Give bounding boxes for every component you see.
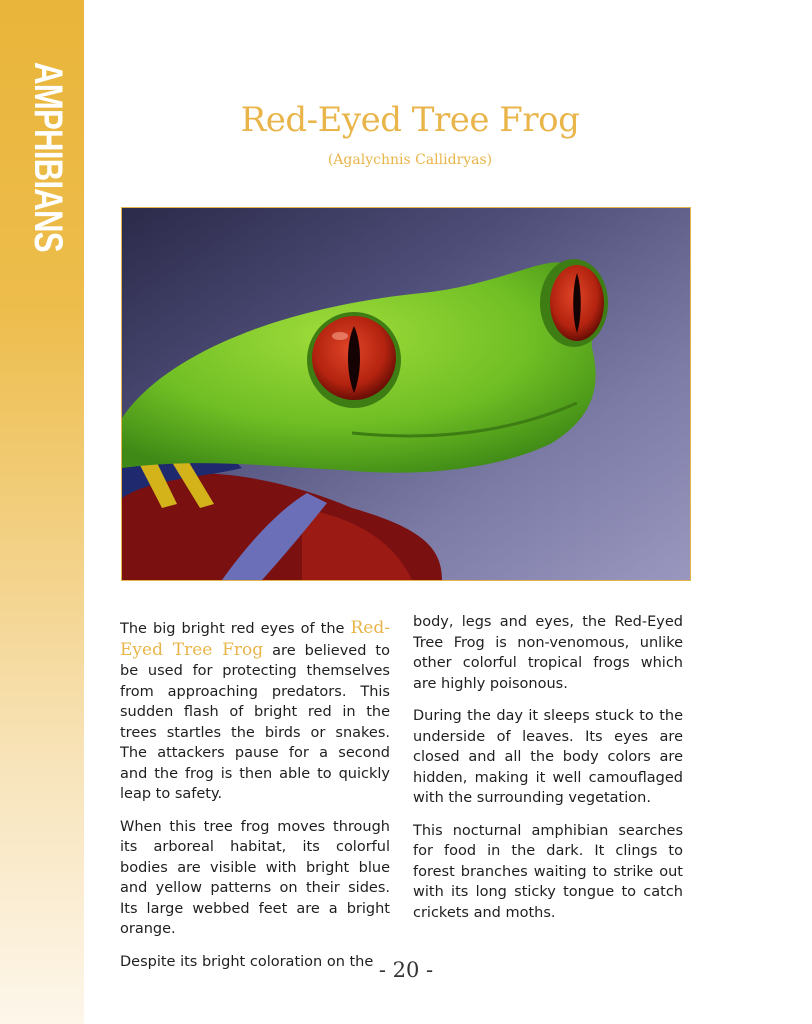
paragraph-nocturnal: This nocturnal amphibian searches for food in the dark. It clings to forest branches waiting to strike out with its long sticky tongue to catch crickets and moths.	[413, 822, 683, 921]
paragraph-coloration-cont: body, legs and eyes, the Red-Eyed Tree Frog is non-venomous, unlike other colorful tropical frogs which are highly poisonous.	[413, 614, 683, 692]
frog-photo	[121, 207, 691, 581]
sidebar-band	[0, 0, 84, 1024]
scientific-name: (Agalychnis Callidryas)	[327, 152, 493, 168]
page-title: Red-Eyed Tree Frog	[240, 100, 580, 140]
text-column-left	[120, 618, 390, 984]
paragraph-intro	[120, 618, 390, 805]
frog-illustration	[122, 208, 690, 580]
intro-text-start: The big bright red eyes of the	[120, 621, 351, 637]
frog-name-highlight: Red-Eyed Tree Frog	[120, 618, 390, 660]
paragraph-habitat: When this tree frog moves through its arboreal habitat, its colorful bodies are visible with bright blue and yellow patterns on their sides. Its large webbed feet are a bright orange.	[120, 818, 390, 937]
page-number: - 20 -	[378, 958, 434, 982]
paragraph-daytime: During the day it sleeps stuck to the underside of leaves. Its eyes are closed and all the body colors are hidden, making it well camouflaged with the surrounding vegetation.	[413, 708, 683, 806]
intro-text-end: are believed to be used for protecting themselves from approaching predators. This sudden flash of bright red in the trees startles the birds or snakes. The attackers pause for a second and the frog is then able to quickly leap to safety.	[120, 642, 390, 802]
section-label: AMPHIBIANS	[26, 62, 70, 252]
paragraph-coloration-start: Despite its bright coloration on the	[120, 953, 374, 970]
text-column-right	[413, 612, 683, 935]
